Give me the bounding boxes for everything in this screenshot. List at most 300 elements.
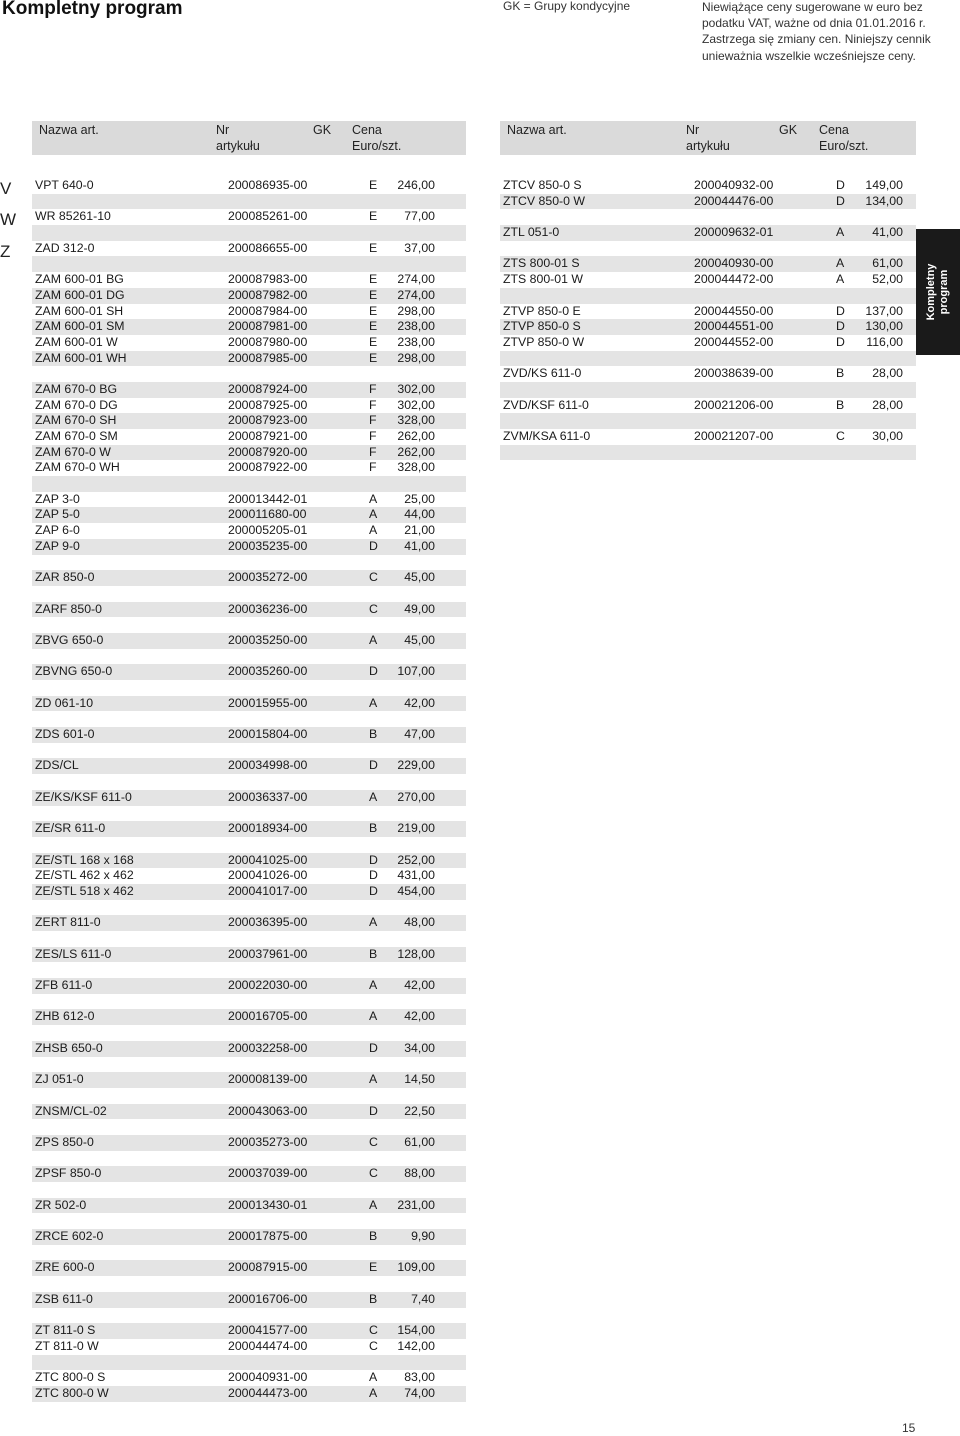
table-row: [32, 1041, 466, 1057]
price: 22,50: [404, 1103, 435, 1118]
table-row: [32, 335, 466, 351]
article-name: ZAP 5-0: [35, 507, 80, 522]
condition-group: D: [836, 193, 845, 208]
article-number: 200005205-01: [228, 523, 308, 538]
price: 44,00: [404, 507, 435, 522]
condition-group: E: [369, 272, 378, 287]
article-number: 200035273-00: [228, 1134, 308, 1149]
table-row: [32, 178, 466, 194]
side-tab-label: Kompletny program: [925, 263, 950, 321]
article-number: 200086935-00: [228, 178, 308, 192]
article-number: 200021207-00: [694, 429, 774, 443]
table-row: [500, 225, 916, 241]
table-row: [32, 758, 466, 774]
price: 252,00: [397, 852, 435, 867]
table-row: [32, 978, 466, 994]
price: 137,00: [865, 303, 903, 318]
price: 274,00: [397, 272, 435, 287]
table-row: [32, 664, 466, 680]
article-name: VPT 640-0: [35, 178, 94, 192]
price: 107,00: [397, 664, 435, 679]
article-number: 200035272-00: [228, 570, 308, 585]
article-number: 200087920-00: [228, 444, 308, 459]
article-name: ZE/STL 462 x 462: [35, 868, 134, 883]
table-row-spacer: [32, 900, 466, 916]
article-name: ZFB 611-0: [35, 978, 93, 993]
article-name: ZRE 600-0: [35, 1260, 95, 1275]
table-row: [32, 853, 466, 869]
article-number: 200036337-00: [228, 789, 308, 804]
table-row-spacer: [32, 1245, 466, 1261]
condition-group: C: [369, 1323, 378, 1338]
price: 298,00: [397, 303, 435, 318]
article-name: ZTCV 850-0 W: [503, 193, 585, 208]
table-row-spacer: [32, 994, 466, 1010]
article-name: ZAM 670-0 DG: [35, 397, 118, 412]
table-row: [32, 1009, 466, 1025]
article-name: ZAM 600-01 SH: [35, 303, 124, 318]
condition-group: C: [369, 601, 378, 616]
article-name: ZNSM/CL-02: [35, 1103, 107, 1118]
article-name: ZJ 051-0: [35, 1072, 84, 1087]
article-number: 200044550-00: [694, 303, 774, 318]
condition-group: B: [369, 727, 378, 742]
header-name: Nazwa art.: [507, 123, 567, 137]
article-number: 200015955-00: [228, 695, 308, 710]
condition-group: C: [369, 1166, 378, 1181]
condition-group: A: [836, 225, 845, 240]
article-number: 200087982-00: [228, 287, 308, 302]
article-name: ZPS 850-0: [35, 1134, 94, 1149]
article-name: ZAM 670-0 SM: [35, 429, 118, 443]
article-name: ZTC 800-0 W: [35, 1385, 109, 1400]
article-name: ZVD/KS 611-0: [503, 366, 582, 381]
condition-group: D: [369, 883, 378, 898]
table-row: [500, 429, 916, 445]
article-name: ZERT 811-0: [35, 915, 101, 930]
section-letters: [0, 180, 22, 274]
price: 142,00: [397, 1338, 435, 1353]
article-name: ZE/KS/KSF 611-0: [35, 789, 132, 804]
article-name: ZE/STL 518 x 462: [35, 883, 134, 898]
table-row: [32, 633, 466, 649]
condition-group: A: [369, 523, 378, 538]
article-name: ZT 811-0 W: [35, 1338, 99, 1353]
article-name: ZVM/KSA 611-0: [503, 429, 591, 443]
article-number: 200087924-00: [228, 381, 308, 396]
article-name: ZTCV 850-0 S: [503, 178, 582, 192]
condition-group: B: [836, 397, 845, 412]
table-row: [32, 429, 466, 445]
article-name: ZE/STL 168 x 168: [35, 852, 134, 867]
table-row: [32, 304, 466, 320]
table-row: [32, 868, 466, 884]
table-row: [32, 1104, 466, 1120]
price: 238,00: [397, 334, 435, 349]
table-row: [32, 1166, 466, 1182]
table-row-spacer: [32, 1025, 466, 1041]
table-row-spacer: [500, 445, 916, 461]
article-name: ZAM 600-01 DG: [35, 287, 125, 302]
article-number: 200087915-00: [228, 1260, 308, 1275]
article-number: 200013430-01: [228, 1197, 308, 1212]
article-name: ZAM 600-01 W: [35, 334, 118, 349]
table-row-spacer: [32, 194, 466, 210]
table-row: [32, 492, 466, 508]
table-row-spacer: [500, 413, 916, 429]
table-row: [32, 507, 466, 523]
article-name: ZVD/KSF 611-0: [503, 397, 589, 412]
article-name: ZTS 800-01 W: [503, 272, 583, 287]
price: 45,00: [404, 632, 435, 647]
table-row: [32, 821, 466, 837]
table-row: [32, 398, 466, 414]
price: 34,00: [404, 1040, 435, 1055]
condition-group: A: [369, 1072, 378, 1087]
price: 128,00: [397, 946, 435, 961]
article-name: ZAM 670-0 WH: [35, 460, 120, 475]
condition-group: F: [369, 381, 377, 396]
condition-group: D: [369, 868, 378, 883]
article-name: ZTL 051-0: [503, 225, 560, 240]
price: 134,00: [865, 193, 903, 208]
table-row: [500, 319, 916, 335]
table-row-spacer: [32, 1057, 466, 1073]
condition-group: F: [369, 413, 377, 428]
article-number: 200044472-00: [694, 272, 774, 287]
article-name: ZAM 670-0 W: [35, 444, 111, 459]
price: 47,00: [404, 727, 435, 742]
condition-group: D: [836, 178, 845, 192]
article-number: 200044476-00: [694, 193, 774, 208]
table-row-spacer: [32, 1276, 466, 1292]
table-row-spacer: [32, 225, 466, 241]
condition-group: A: [836, 272, 845, 287]
article-name: ZTS 800-01 S: [503, 256, 580, 271]
condition-group: A: [369, 1197, 378, 1212]
article-number: 200044552-00: [694, 334, 774, 349]
article-number: 200087923-00: [228, 413, 308, 428]
price: 9,90: [411, 1229, 435, 1244]
table-row-spacer: [32, 1355, 466, 1371]
price: 41,00: [872, 225, 903, 240]
table-row-spacer: [500, 288, 916, 304]
table-row-spacer: [32, 1308, 466, 1324]
article-number: 200044474-00: [228, 1338, 308, 1353]
price: 88,00: [404, 1166, 435, 1181]
table-row-spacer: [32, 1088, 466, 1104]
condition-group: A: [369, 789, 378, 804]
article-number: 200085261-00: [228, 209, 308, 224]
article-number: 200032258-00: [228, 1040, 308, 1055]
price: 229,00: [397, 758, 435, 773]
condition-group: C: [369, 1338, 378, 1353]
table-row-spacer: [32, 1119, 466, 1135]
article-number: 200044551-00: [694, 319, 774, 334]
price: 42,00: [404, 978, 435, 993]
condition-group: E: [369, 209, 378, 224]
condition-group: F: [369, 397, 377, 412]
article-name: ZD 061-10: [35, 695, 94, 710]
table-row: [32, 1339, 466, 1355]
table-row: [32, 1323, 466, 1339]
article-name: ZAP 3-0: [35, 491, 80, 506]
article-name: ZTVP 850-0 W: [503, 334, 585, 349]
table-row-spacer: [32, 806, 466, 822]
article-number: 200018934-00: [228, 821, 308, 836]
condition-group: A: [369, 915, 378, 930]
article-name: ZTVP 850-0 S: [503, 319, 581, 334]
condition-group: D: [369, 852, 378, 867]
right-price-table: [500, 178, 916, 460]
price: 246,00: [397, 178, 435, 192]
price: 28,00: [872, 366, 903, 381]
table-row-spacer: [500, 382, 916, 398]
table-row: [32, 272, 466, 288]
condition-group: D: [369, 758, 378, 773]
condition-group: E: [369, 1260, 378, 1275]
article-number: 200087983-00: [228, 272, 308, 287]
table-row: [32, 445, 466, 461]
table-row-spacer: [32, 617, 466, 633]
table-row: [32, 1292, 466, 1308]
condition-group: D: [836, 319, 845, 334]
article-number: 200087985-00: [228, 350, 308, 365]
header-gk: GK: [313, 123, 332, 137]
table-row-spacer: [32, 1182, 466, 1198]
article-number: 200087921-00: [228, 429, 308, 443]
article-number: 200016706-00: [228, 1291, 308, 1306]
table-row: [500, 366, 916, 382]
price: 21,00: [404, 523, 435, 538]
condition-group: F: [369, 444, 377, 459]
price: 48,00: [404, 915, 435, 930]
table-row-spacer: [32, 586, 466, 602]
article-name: ZSB 611-0: [35, 1291, 93, 1306]
table-row-spacer: [32, 837, 466, 853]
condition-group: E: [369, 334, 378, 349]
price: 149,00: [865, 178, 903, 192]
table-row: [32, 570, 466, 586]
price: 328,00: [397, 460, 435, 475]
condition-group: D: [369, 664, 378, 679]
price: 431,00: [397, 868, 435, 883]
condition-group: B: [836, 366, 845, 381]
price: 30,00: [872, 429, 903, 443]
section-letter: Z: [0, 241, 11, 261]
article-name: ZAM 670-0 BG: [35, 381, 118, 396]
price: 74,00: [404, 1385, 435, 1400]
price: 302,00: [397, 397, 435, 412]
table-row-spacer: [32, 366, 466, 382]
table-row: [32, 319, 466, 335]
table-row: [32, 209, 466, 225]
condition-group: E: [369, 350, 378, 365]
condition-group: C: [369, 570, 378, 585]
table-row: [32, 1229, 466, 1245]
article-name: ZAM 670-0 SH: [35, 413, 117, 428]
table-row-spacer: [32, 555, 466, 571]
article-name: ZBVNG 650-0: [35, 664, 113, 679]
price: 454,00: [397, 883, 435, 898]
table-row: [500, 178, 916, 194]
article-number: 200034998-00: [228, 758, 308, 773]
article-number: 200022030-00: [228, 978, 308, 993]
left-table-header: [32, 121, 466, 155]
article-name: ZR 502-0: [35, 1197, 87, 1212]
price: 238,00: [397, 319, 435, 334]
price: 14,50: [404, 1072, 435, 1087]
condition-group: E: [369, 178, 378, 192]
article-name: ZPSF 850-0: [35, 1166, 102, 1181]
table-row: [32, 413, 466, 429]
article-number: 200009632-01: [694, 225, 774, 240]
table-row-spacer: [32, 931, 466, 947]
table-row-spacer: [32, 256, 466, 272]
header-price: Cena Euro/szt.: [352, 123, 402, 153]
condition-group: B: [369, 821, 378, 836]
article-name: ZHB 612-0: [35, 1009, 95, 1024]
price: 52,00: [872, 272, 903, 287]
table-row: [32, 241, 466, 257]
header-gk: GK: [779, 123, 798, 137]
price: 130,00: [865, 319, 903, 334]
table-row: [32, 915, 466, 931]
article-number: 200017875-00: [228, 1229, 308, 1244]
table-row: [32, 288, 466, 304]
price: 270,00: [397, 789, 435, 804]
table-row: [32, 947, 466, 963]
condition-group: B: [369, 1229, 378, 1244]
article-name: ZAP 6-0: [35, 523, 80, 538]
article-name: ZT 811-0 S: [35, 1323, 96, 1338]
price: 61,00: [872, 256, 903, 271]
table-row-spacer: [32, 680, 466, 696]
condition-group: E: [369, 287, 378, 302]
price: 219,00: [397, 821, 435, 836]
article-number: 200040932-00: [694, 178, 774, 192]
article-number: 200013442-01: [228, 491, 308, 506]
article-number: 200016705-00: [228, 1009, 308, 1024]
article-name: ZDS 601-0: [35, 727, 95, 742]
price: 37,00: [404, 240, 435, 255]
price: 77,00: [404, 209, 435, 224]
article-name: ZE/SR 611-0: [35, 821, 106, 836]
price: 328,00: [397, 413, 435, 428]
table-row-spacer: [32, 711, 466, 727]
article-name: ZAP 9-0: [35, 538, 80, 553]
table-row: [32, 1072, 466, 1088]
condition-group: C: [836, 429, 845, 443]
article-number: 200011680-00: [228, 507, 307, 522]
table-row: [32, 727, 466, 743]
article-name: ZES/LS 611-0: [35, 946, 112, 961]
article-number: 200086655-00: [228, 240, 308, 255]
article-number: 200015804-00: [228, 727, 308, 742]
condition-group: A: [369, 978, 378, 993]
table-row: [32, 1198, 466, 1214]
section-letter: V: [0, 179, 12, 198]
article-number: 200041025-00: [228, 852, 308, 867]
page-number: 15: [902, 1421, 916, 1435]
article-number: 200087981-00: [228, 319, 308, 334]
table-row: [32, 1135, 466, 1151]
article-number: 200038639-00: [694, 366, 774, 381]
table-row-spacer: [32, 1213, 466, 1229]
article-name: ZAM 600-01 BG: [35, 272, 124, 287]
side-tab: [916, 229, 960, 355]
table-row-spacer: [32, 1151, 466, 1167]
price: 61,00: [404, 1134, 435, 1149]
condition-group: B: [369, 1291, 378, 1306]
table-row: [32, 382, 466, 398]
table-row: [500, 194, 916, 210]
condition-group: A: [369, 1009, 378, 1024]
table-row: [32, 539, 466, 555]
table-row: [500, 398, 916, 414]
table-row: [32, 523, 466, 539]
condition-group: A: [369, 1385, 378, 1400]
article-number: 200041017-00: [228, 883, 308, 898]
article-name: ZTC 800-0 S: [35, 1370, 106, 1385]
page-title: Kompletny program: [2, 0, 183, 19]
price-disclaimer: Niewiążące ceny sugerowane w euro bez podatku VAT, ważne od dnia 01.01.2016 r. Zastrzega się zmiany cen. Niniejszy cennik unieważnia wszelkie wcześniejsze ceny.: [702, 0, 931, 63]
price: 42,00: [404, 695, 435, 710]
article-number: 200037961-00: [228, 946, 308, 961]
table-row-spacer: [500, 351, 916, 367]
condition-group: D: [369, 1103, 378, 1118]
condition-group: F: [369, 429, 377, 443]
table-row: [32, 696, 466, 712]
condition-group: A: [369, 507, 378, 522]
article-number: 200040931-00: [228, 1370, 308, 1385]
section-letter: W: [0, 210, 17, 230]
table-row: [500, 272, 916, 288]
condition-group: A: [369, 632, 378, 647]
table-row: [500, 304, 916, 320]
header-article-number: Nr artykułu: [686, 123, 730, 153]
article-name: ZAR 850-0: [35, 570, 95, 585]
article-number: 200087922-00: [228, 460, 308, 475]
table-row: [32, 602, 466, 618]
condition-group: D: [369, 538, 378, 553]
table-row: [32, 351, 466, 367]
article-number: 200008139-00: [228, 1072, 308, 1087]
table-row-spacer: [500, 209, 916, 225]
price: 28,00: [872, 397, 903, 412]
article-number: 200041577-00: [228, 1323, 308, 1338]
condition-group: A: [369, 695, 378, 710]
table-row-spacer: [32, 649, 466, 665]
article-number: 200040930-00: [694, 256, 774, 271]
condition-group: E: [369, 240, 378, 255]
price: 49,00: [404, 601, 435, 616]
condition-group: C: [369, 1134, 378, 1149]
article-number: 200087984-00: [228, 303, 308, 318]
price: 45,00: [404, 570, 435, 585]
article-name: ZRCE 602-0: [35, 1229, 104, 1244]
table-row: [32, 1370, 466, 1386]
article-number: 200087925-00: [228, 397, 308, 412]
price: 42,00: [404, 1009, 435, 1024]
price: 298,00: [397, 350, 435, 365]
header-article-number: Nr artykułu: [216, 123, 260, 153]
condition-group: A: [836, 256, 845, 271]
price: 302,00: [397, 381, 435, 396]
article-name: ZTVP 850-0 E: [503, 303, 581, 318]
left-price-table: [32, 178, 466, 1402]
article-number: 200035235-00: [228, 538, 308, 553]
